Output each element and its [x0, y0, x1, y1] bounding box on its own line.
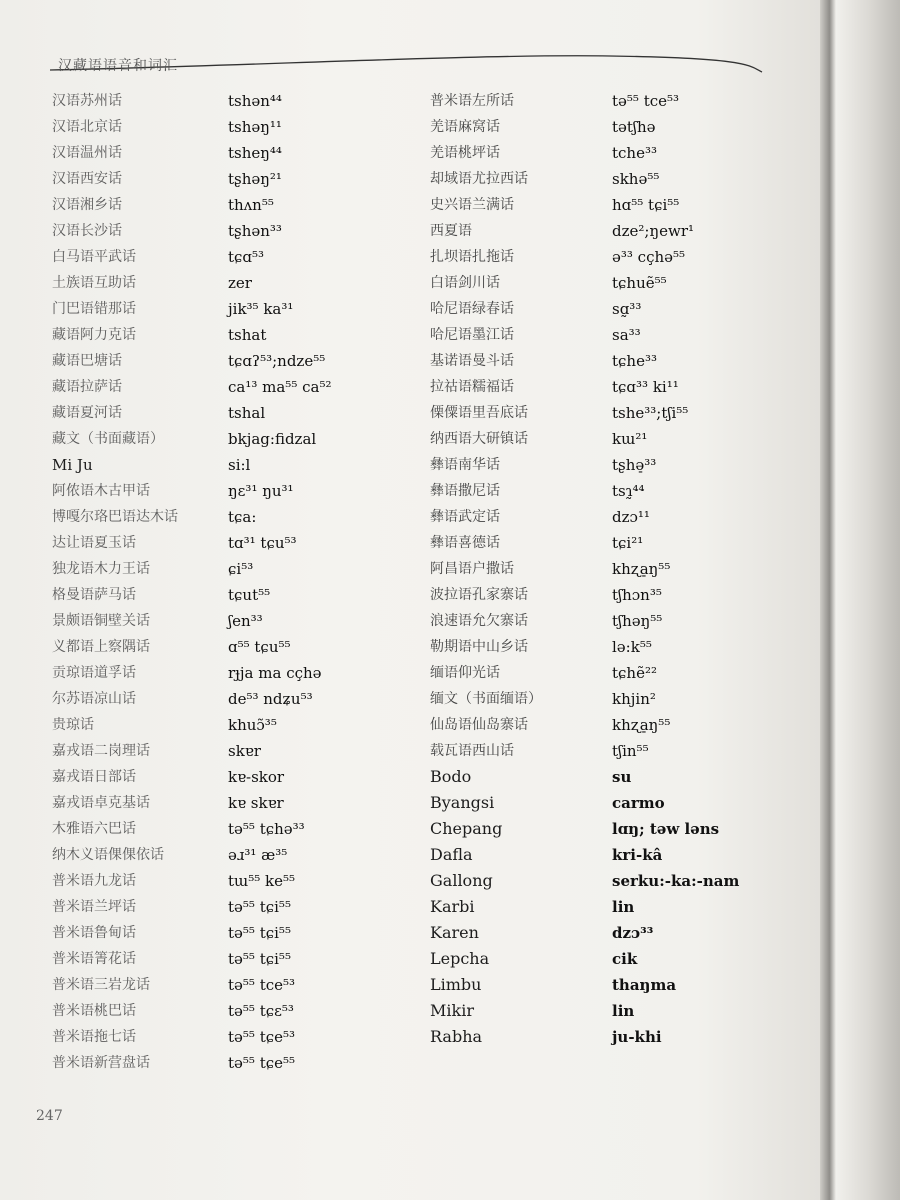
word-form: si:l: [228, 456, 251, 474]
word-form: skhə⁵⁵: [612, 170, 660, 188]
word-form: kɐ-skor: [228, 768, 285, 786]
word-form: lɑŋ; təw ləns: [612, 820, 720, 838]
language-name: Limbu: [430, 975, 482, 994]
language-name: Rabha: [430, 1027, 483, 1046]
word-form: tshən⁴⁴: [228, 92, 282, 110]
language-name: 汉语北京话: [52, 119, 122, 135]
word-form: tsheŋ⁴⁴: [228, 144, 282, 162]
language-name: 史兴语兰满话: [430, 197, 514, 213]
word-form: lə:k⁵⁵: [612, 638, 652, 656]
word-form: khjin²: [612, 690, 656, 708]
language-name: 却域语尤拉西话: [430, 171, 528, 187]
word-form: ju-khi: [612, 1028, 662, 1046]
language-name: 汉语西安话: [52, 171, 122, 187]
word-form: dzɔ³³: [612, 924, 654, 942]
word-form: hɑ⁵⁵ tɕi⁵⁵: [612, 196, 680, 214]
right-word-forms: [612, 88, 782, 1050]
language-name: 缅语仰光话: [430, 665, 500, 681]
language-name: 普米语左所话: [430, 93, 514, 109]
language-name: 汉语苏州话: [52, 93, 122, 109]
running-head: 汉藏语语音和词汇: [58, 58, 178, 74]
word-form: tə⁵⁵ tɕi⁵⁵: [228, 950, 291, 968]
language-name: 嘉戎语卓克基话: [52, 795, 150, 811]
language-name: 彝语武定话: [430, 509, 500, 525]
language-name: 普米语桃巴话: [52, 1003, 136, 1019]
language-name: 阿昌语户撒话: [430, 561, 514, 577]
word-form: tshe³³;tʃi⁵⁵: [612, 404, 689, 422]
word-form: ɕi⁵³: [228, 560, 254, 578]
language-name: 浪速语允欠寨话: [430, 613, 528, 629]
language-name: Lepcha: [430, 949, 490, 968]
word-form: su: [612, 768, 632, 786]
word-form: tʃhɔn³⁵: [612, 586, 662, 604]
language-name: 拉祜语糯福话: [430, 379, 514, 395]
word-form: tʃhəŋ⁵⁵: [612, 612, 663, 630]
word-form: skɐr: [228, 742, 261, 760]
word-form: tʂhəŋ²¹: [228, 170, 282, 188]
language-name: 普米语兰坪话: [52, 899, 136, 915]
language-name: 嘉戎语二岗理话: [52, 743, 150, 759]
word-form: rɟja ma cçhə: [228, 664, 322, 682]
language-name: 白语剑川话: [430, 275, 500, 291]
word-form: tʂhən³³: [228, 222, 282, 240]
page-number: 247: [36, 1108, 63, 1124]
language-name: 贵琼话: [52, 717, 94, 733]
word-form: carmo: [612, 794, 665, 812]
language-name: 藏语拉萨话: [52, 379, 122, 395]
word-form: tʂhə̠³³: [612, 456, 657, 474]
language-name: 木雅语六巴话: [52, 821, 136, 837]
language-name: 彝语撒尼话: [430, 483, 500, 499]
word-form: tɕɑʔ⁵³;ndze⁵⁵: [228, 352, 326, 370]
word-form: lin: [612, 898, 635, 916]
language-name: 义都语上察隅话: [52, 639, 150, 655]
language-name: 普米语拖七话: [52, 1029, 136, 1045]
language-name: 哈尼语绿春话: [430, 301, 514, 317]
word-form: lin: [612, 1002, 635, 1020]
language-name: 普米语九龙话: [52, 873, 136, 889]
language-name: 藏语夏河话: [52, 405, 122, 421]
word-form: sa³³: [612, 326, 641, 344]
word-form: tətʃhə: [612, 118, 656, 136]
language-name: 格曼语萨马话: [52, 587, 136, 603]
word-form: khuɔ̃³⁵: [228, 716, 277, 734]
language-name: 汉语湘乡话: [52, 197, 122, 213]
word-form: kri-kâ: [612, 846, 663, 864]
word-form: tɕhuẽ⁵⁵: [612, 274, 667, 292]
word-form: tə⁵⁵ tɕe⁵⁵: [228, 1054, 296, 1072]
word-form: tshəŋ¹¹: [228, 118, 282, 136]
language-name: 独龙语木力王话: [52, 561, 150, 577]
word-form: tɕut⁵⁵: [228, 586, 271, 604]
word-form: tshal: [228, 404, 266, 422]
language-name: 基诺语曼斗话: [430, 353, 514, 369]
word-form: ca¹³ ma⁵⁵ ca⁵²: [228, 378, 332, 396]
word-form: dzɔ¹¹: [612, 508, 650, 526]
language-name: 普米语三岩龙话: [52, 977, 150, 993]
word-form: tə⁵⁵ tce⁵³: [612, 92, 680, 110]
word-form: tɕa:: [228, 508, 257, 526]
word-form: tʃin⁵⁵: [612, 742, 649, 760]
language-name: 阿侬语木古甲话: [52, 483, 150, 499]
language-name: 贡琼语道孚话: [52, 665, 136, 681]
word-form: bkjag:fidzal: [228, 430, 317, 448]
word-form: ə³³ cçhə⁵⁵: [612, 248, 686, 266]
word-form: sɑ̰³³: [612, 300, 642, 318]
word-form: serku:-ka:-nam: [612, 872, 740, 890]
word-form: thaŋma: [612, 976, 677, 994]
word-form: kɯ²¹: [612, 430, 648, 448]
word-form: tɕhẽ²²: [612, 664, 657, 682]
word-form: tɕhe³³: [612, 352, 657, 370]
language-name: Karbi: [430, 897, 475, 916]
word-form: jik³⁵ ka³¹: [228, 300, 294, 318]
language-name: 土族语互助话: [52, 275, 136, 291]
language-name: 嘉戎语日部话: [52, 769, 136, 785]
word-form: khʐa̠ŋ⁵⁵: [612, 716, 671, 734]
word-form: tshat: [228, 326, 267, 344]
language-name: 藏语阿力克话: [52, 327, 136, 343]
language-name: 扎坝语扎拖话: [430, 249, 514, 265]
word-form: zer: [228, 274, 252, 292]
word-form: əɹ³¹ æ³⁵: [228, 846, 288, 864]
language-name: 藏语巴塘话: [52, 353, 122, 369]
language-name: 羌语麻窝话: [430, 119, 500, 135]
language-name: 白马语平武话: [52, 249, 136, 265]
language-name: 门巴语错那话: [52, 301, 136, 317]
language-name: 波拉语孔家寨话: [430, 587, 528, 603]
language-name: 景颇语铜壁关话: [52, 613, 150, 629]
language-name: 西夏语: [430, 223, 472, 239]
word-form: tɕɑ³³ ki¹¹: [612, 378, 679, 396]
language-name: 仙岛语仙岛寨话: [430, 717, 528, 733]
word-form: tə⁵⁵ tɕe⁵³: [228, 1028, 296, 1046]
book-spine-edge: [820, 0, 900, 1200]
word-form: tɕi²¹: [612, 534, 644, 552]
word-form: tə⁵⁵ tɕhə³³: [228, 820, 305, 838]
word-form: cik: [612, 950, 638, 968]
word-form: tə⁵⁵ tɕi⁵⁵: [228, 924, 291, 942]
language-name: 傈僳语里吾底话: [430, 405, 528, 421]
language-name: 普米语鲁甸话: [52, 925, 136, 941]
language-name: 彝语喜德话: [430, 535, 500, 551]
left-language-names: [52, 88, 222, 1076]
language-name: 普米语新营盘话: [52, 1055, 150, 1071]
language-name: 汉语长沙话: [52, 223, 122, 239]
language-name: 缅文（书面缅语）: [430, 691, 542, 707]
language-name: 勒期语中山乡话: [430, 639, 528, 655]
language-name: 达让语夏玉话: [52, 535, 136, 551]
language-name: 羌语桃坪话: [430, 145, 500, 161]
language-name: Dafla: [430, 845, 473, 864]
word-form: tɯ⁵⁵ ke⁵⁵: [228, 872, 296, 890]
left-word-forms: [228, 88, 418, 1076]
word-form: ʃen³³: [228, 612, 263, 630]
word-form: tsɿ̰⁴⁴: [612, 482, 645, 500]
word-form: dze²;ŋewr¹: [612, 222, 695, 240]
right-language-names: [430, 88, 610, 1050]
language-name: Gallong: [430, 871, 493, 890]
language-name: Mikir: [430, 1001, 474, 1020]
language-name: 汉语温州话: [52, 145, 122, 161]
language-name: 普米语箐花话: [52, 951, 136, 967]
word-form: ɑ⁵⁵ tɕu⁵⁵: [228, 638, 291, 656]
language-name: 哈尼语墨江话: [430, 327, 514, 343]
language-name: 纳西语大研镇话: [430, 431, 528, 447]
language-name: Chepang: [430, 819, 503, 838]
word-form: tɕɑ⁵³: [228, 248, 265, 266]
language-name: 载瓦语西山话: [430, 743, 514, 759]
word-form: tə⁵⁵ tɕi⁵⁵: [228, 898, 291, 916]
language-name: 藏文（书面藏语）: [52, 431, 164, 447]
language-name: 尔苏语凉山话: [52, 691, 136, 707]
language-name: 纳木义语倮倮依话: [52, 847, 164, 863]
language-name: Karen: [430, 923, 479, 942]
language-name: Byangsi: [430, 793, 495, 812]
word-form: tche³³: [612, 144, 657, 162]
word-form: tə⁵⁵ tɕɛ⁵³: [228, 1002, 294, 1020]
word-form: ŋɛ³¹ ŋu³¹: [228, 482, 294, 500]
language-name: 彝语南华话: [430, 457, 500, 473]
word-form: tɑ³¹ tɕu⁵³: [228, 534, 297, 552]
language-name: Mi Ju: [52, 456, 93, 474]
word-form: thʌn⁵⁵: [228, 196, 274, 214]
word-form: tə⁵⁵ tce⁵³: [228, 976, 296, 994]
language-name: Bodo: [430, 767, 472, 786]
word-form: de⁵³ ndʑu⁵³: [228, 690, 313, 708]
word-form: khʐa̠ŋ⁵⁵: [612, 560, 671, 578]
language-name: 博嘎尔珞巴语达木话: [52, 509, 178, 525]
word-form: kɐ skɐr: [228, 794, 284, 812]
